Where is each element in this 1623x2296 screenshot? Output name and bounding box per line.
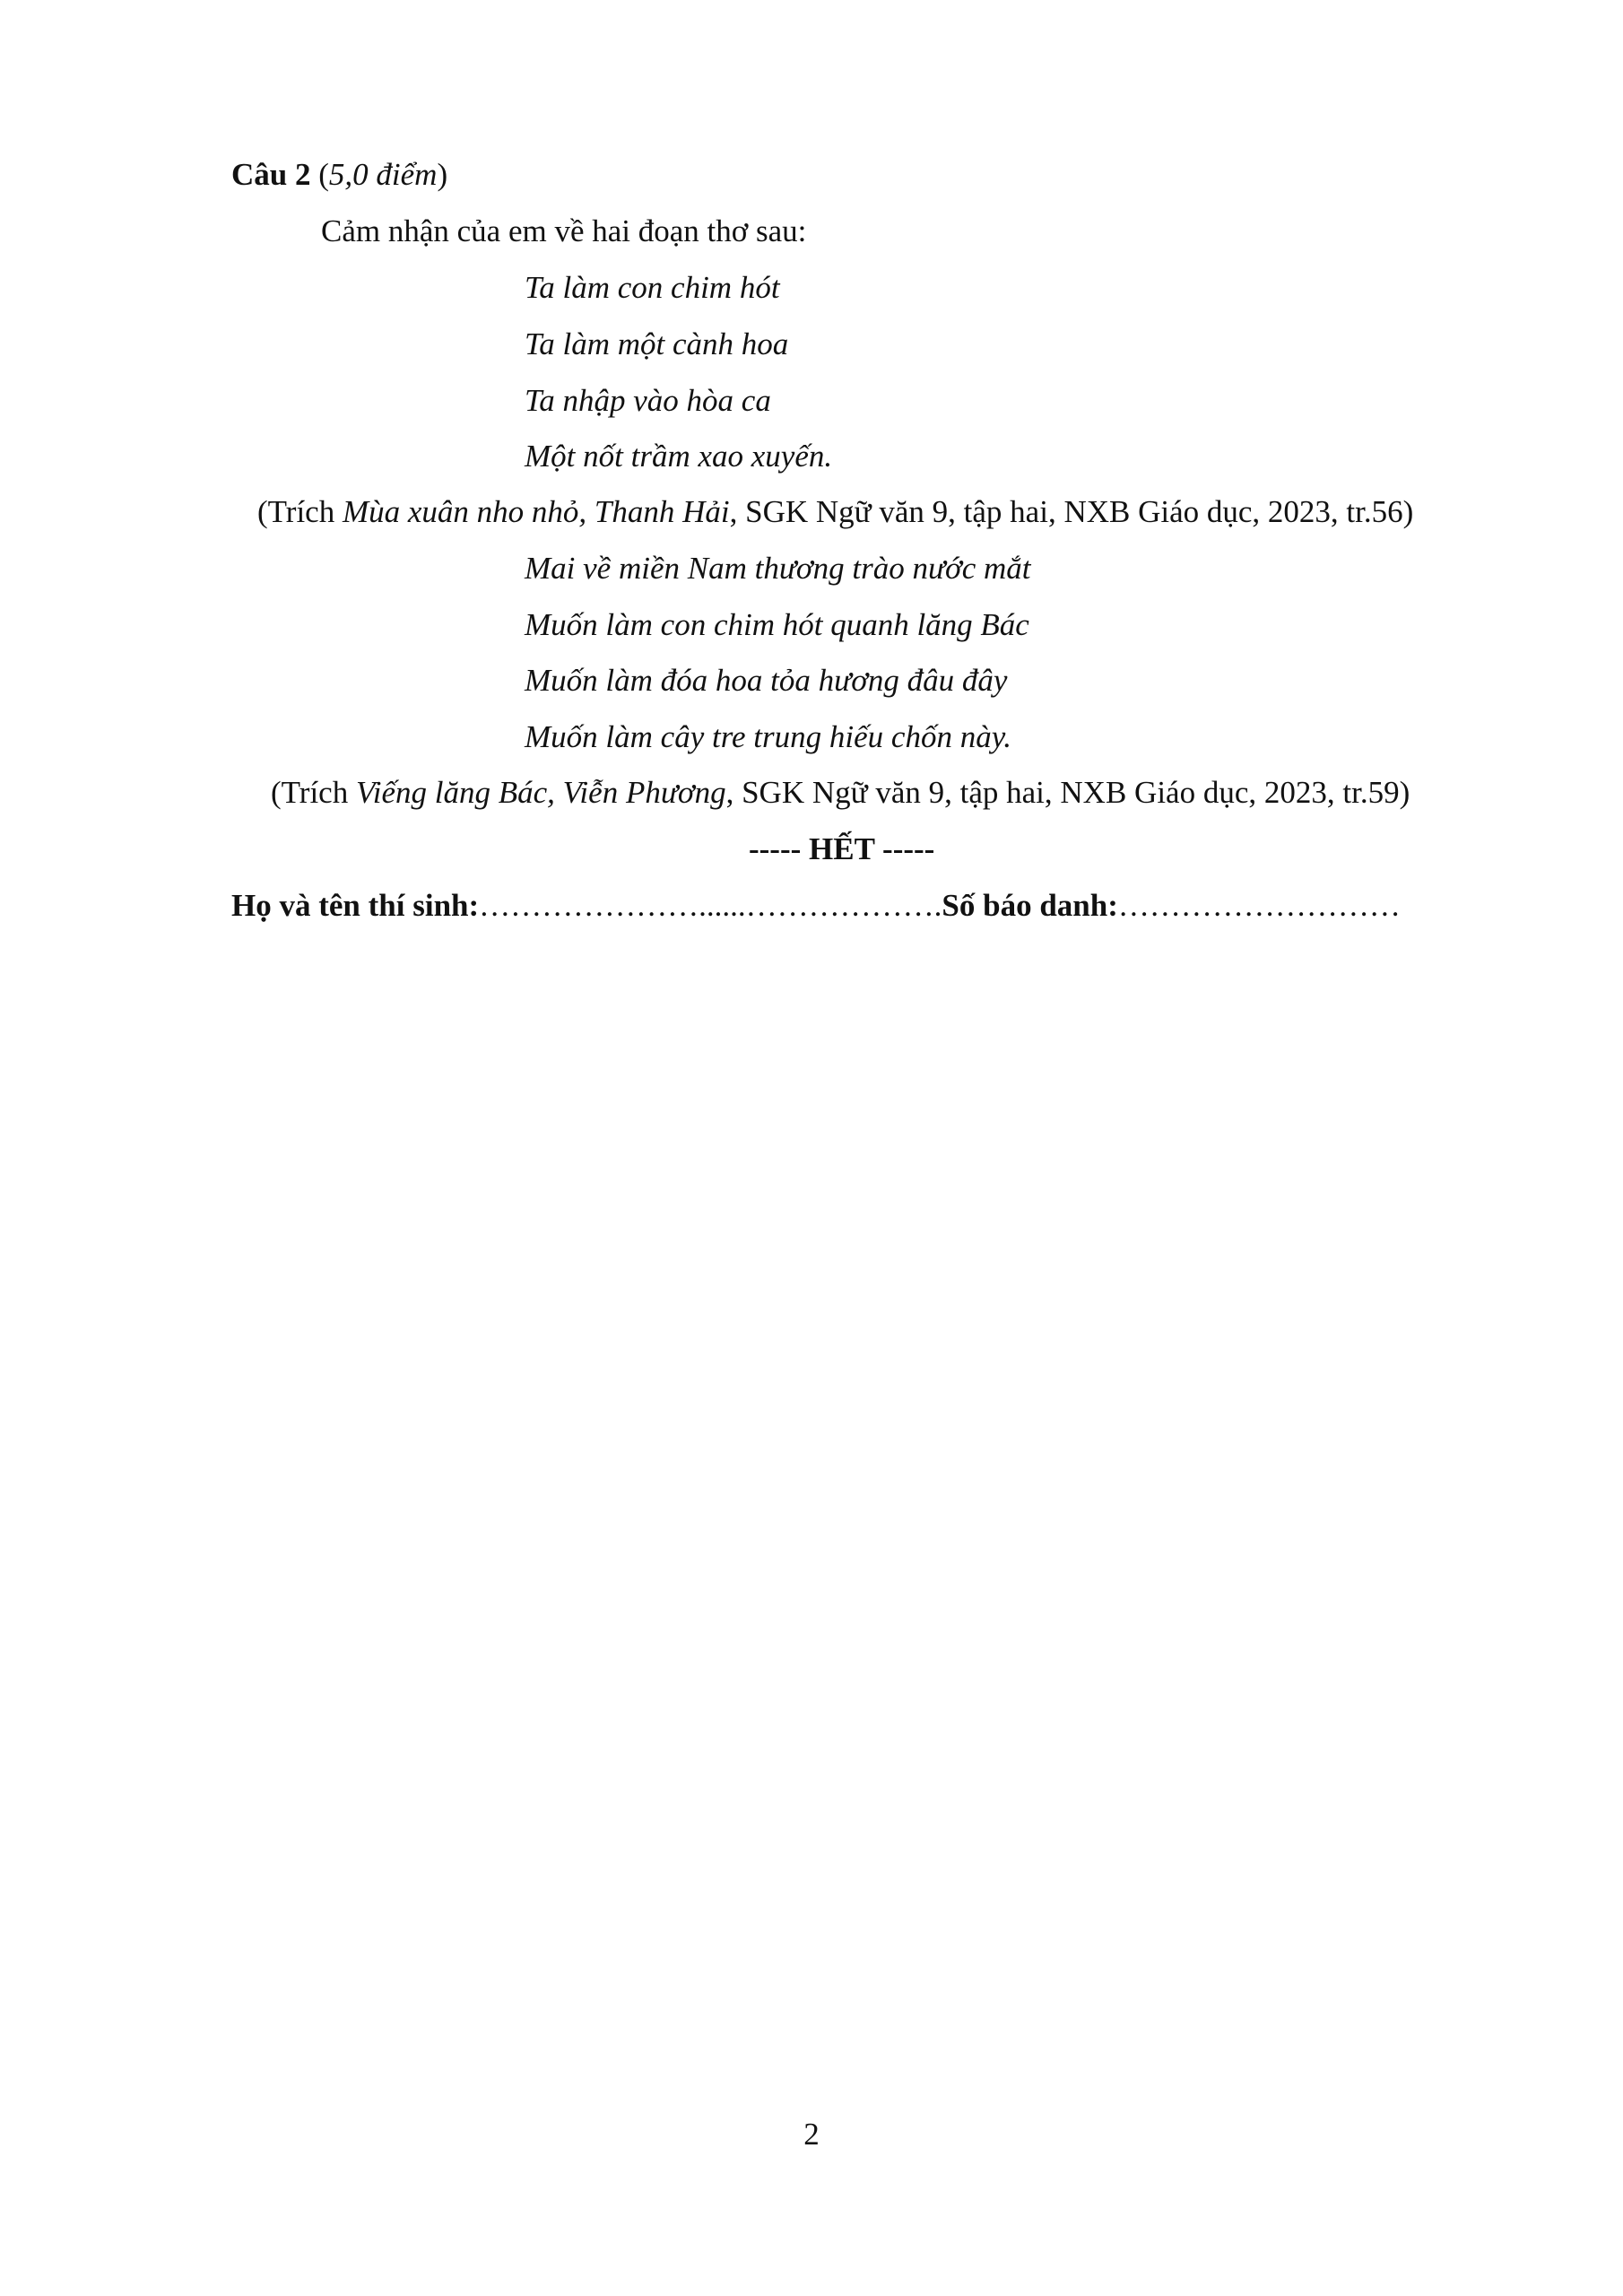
question-prompt: Cảm nhận của em về hai đoạn thơ sau:: [321, 213, 807, 248]
poem-line: Một nốt trầm xao xuyến.: [525, 439, 833, 474]
question-points: (5,0 điểm): [318, 157, 448, 192]
candidate-id-label: Số báo danh:: [942, 888, 1118, 923]
poem-line: Ta làm con chim hót: [525, 270, 780, 305]
question-label: Câu 2: [231, 157, 311, 192]
end-marker: ----- HẾT -----: [749, 831, 935, 866]
candidate-name-blank: …………………......……………….: [479, 888, 942, 923]
poem-line: Ta nhập vào hòa ca: [525, 383, 771, 418]
poem-line: Muốn làm cây tre trung hiếu chốn này.: [525, 719, 1012, 754]
candidate-id-blank: ………………………: [1117, 888, 1401, 923]
candidate-name-label: Họ và tên thí sinh:: [231, 888, 480, 923]
poem-line: Mai về miền Nam thương trào nước mắt: [525, 551, 1031, 586]
question-heading: [231, 159, 447, 190]
candidate-info-line: [231, 890, 1401, 921]
poem-citation: (Trích Viếng lăng Bác, Viễn Phương, SGK Ngữ văn 9, tập hai, NXB Giáo dục, 2023, tr.59): [271, 775, 1410, 810]
poem-citation: (Trích Mùa xuân nho nhỏ, Thanh Hải, SGK Ngữ văn 9, tập hai, NXB Giáo dục, 2023, tr.56): [257, 494, 1414, 529]
poem-line: Muốn làm con chim hót quanh lăng Bác: [525, 607, 1029, 642]
poem-line: Ta làm một cành hoa: [525, 326, 789, 361]
poem-line: Muốn làm đóa hoa tỏa hương đâu đây: [525, 663, 1008, 698]
page-number: 2: [803, 2117, 820, 2152]
